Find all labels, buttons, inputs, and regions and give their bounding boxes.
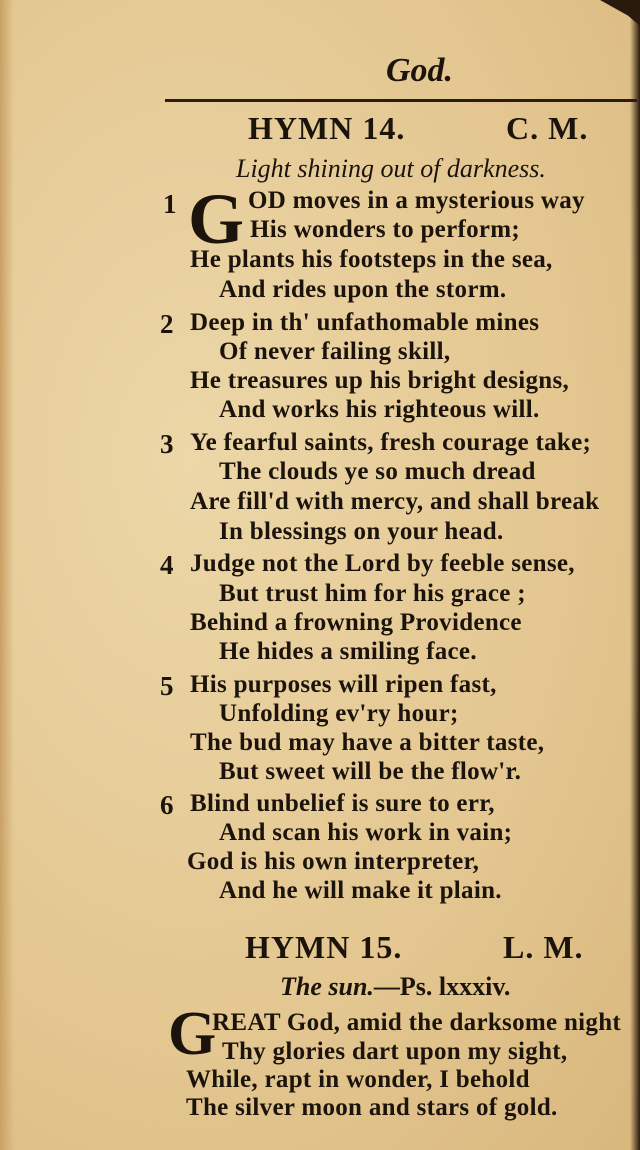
verse-line: The bud may have a bitter taste,	[190, 729, 545, 756]
subtitle-reference: —Ps. lxxxiv.	[373, 972, 511, 1001]
verse-line: Judge not the Lord by feeble sense,	[190, 550, 575, 577]
hymn-meter: C. M.	[506, 110, 589, 146]
drop-cap: G	[188, 179, 245, 259]
running-header: God.	[386, 52, 454, 89]
verse-line: Of never failing skill,	[219, 338, 451, 365]
verse-line: The silver moon and stars of gold.	[186, 1094, 558, 1121]
stanza-number: 5	[160, 671, 174, 701]
verse-line: He hides a smiling face.	[219, 638, 477, 665]
hymn-subtitle	[280, 972, 510, 1002]
verse-line: In blessings on your head.	[219, 518, 504, 545]
verse-line: Are fill'd with mercy, and shall break	[190, 488, 600, 515]
verse-line: He plants his footsteps in the sea,	[190, 246, 553, 273]
verse-line: And works his righteous will.	[219, 396, 540, 423]
stanza-number: 2	[160, 309, 174, 339]
verse-line: He treasures up his bright designs,	[190, 367, 570, 394]
drop-cap: G	[168, 1000, 217, 1068]
verse-line: But trust him for his grace ;	[219, 580, 526, 607]
verse-line: REAT God, amid the darksome night	[212, 1009, 622, 1036]
verse-line: And he will make it plain.	[219, 877, 502, 904]
hymn-number: HYMN 15.	[245, 929, 403, 965]
verse-line: Blind unbelief is sure to err,	[190, 790, 495, 817]
subtitle-text: The sun.	[280, 972, 374, 1001]
stanza-number: 4	[160, 550, 174, 580]
verse-line: Behind a frowning Providence	[190, 609, 522, 636]
stanza-number: 1	[163, 189, 177, 219]
hymn-title	[248, 110, 628, 147]
verse-line: Thy glories dart upon my sight,	[222, 1038, 568, 1065]
page-edge-right	[630, 0, 640, 1150]
verse-line: And scan his work in vain;	[219, 819, 513, 846]
verse-line: But sweet will be the flow'r.	[219, 758, 522, 785]
verse-line: Deep in th' unfathomable mines	[190, 309, 540, 336]
hymn-number: HYMN 14.	[248, 110, 406, 146]
verse-line: Ye fearful saints, fresh courage take;	[190, 429, 592, 456]
hymn-title	[245, 929, 625, 966]
page-edge-left	[0, 0, 14, 1150]
stanza-number: 3	[160, 429, 174, 459]
stanza-number: 6	[160, 790, 174, 820]
verse-line: His purposes will ripen fast,	[190, 671, 497, 698]
verse-line: And rides upon the storm.	[219, 276, 507, 303]
hymn-subtitle: Light shining out of darkness.	[236, 154, 546, 183]
verse-line: The clouds ye so much dread	[219, 458, 536, 485]
header-rule	[165, 99, 637, 102]
verse-line: God is his own interpreter,	[187, 848, 480, 875]
verse-line: OD moves in a mysterious way	[248, 187, 585, 214]
hymn-meter: L. M.	[503, 929, 584, 965]
verse-line: His wonders to perform;	[250, 216, 521, 243]
verse-line: Unfolding ev'ry hour;	[219, 700, 459, 727]
verse-line: While, rapt in wonder, I behold	[186, 1066, 530, 1093]
